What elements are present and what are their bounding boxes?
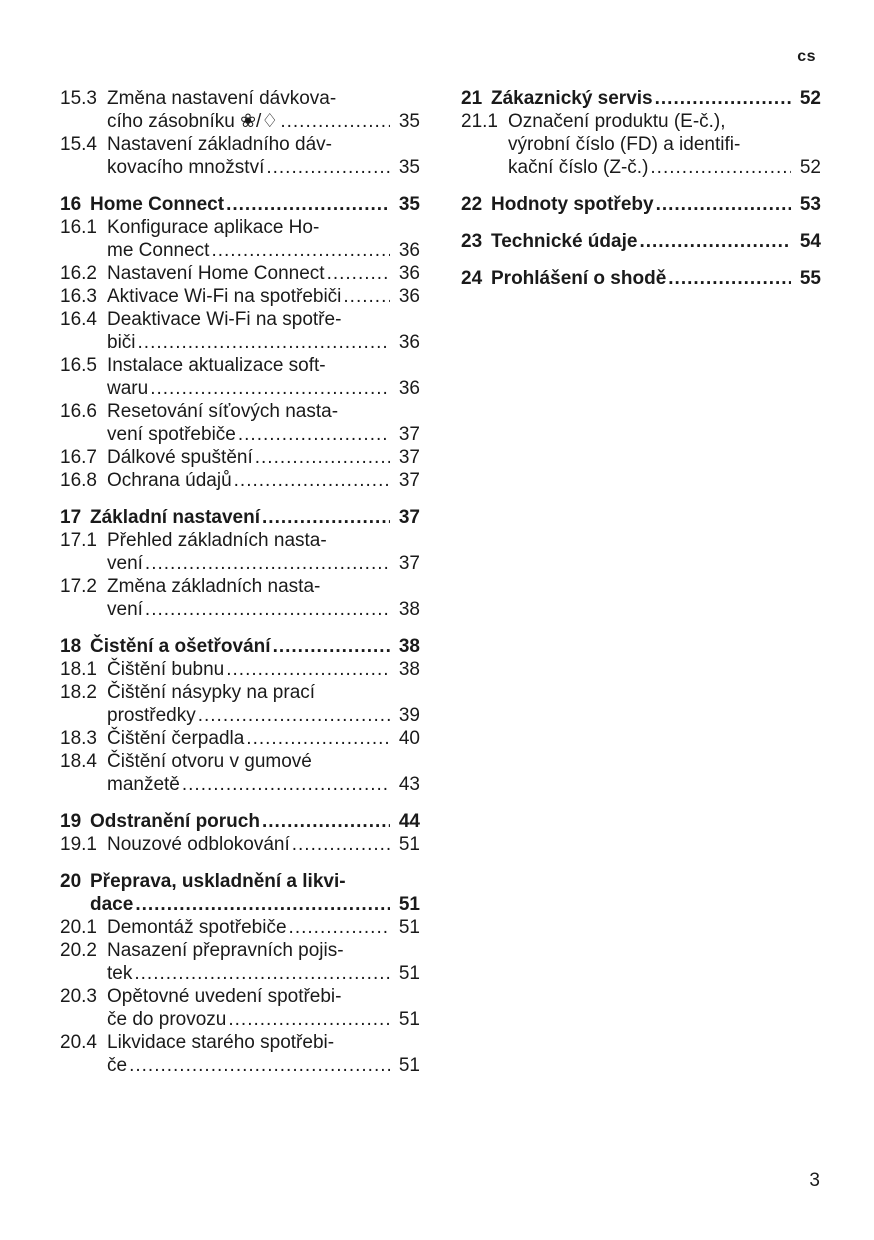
dot-leader: [198, 704, 390, 727]
toc-entry-number: 16.4: [60, 309, 97, 330]
toc-entry-title: Deaktivace Wi-Fi na spotře-: [107, 309, 342, 330]
toc-subsection-entry[interactable]: [60, 285, 420, 308]
toc-entry-number: 19.1: [60, 834, 97, 855]
toc-entry-title: Nastavení základního dáv-: [107, 134, 332, 155]
toc-right-column: [461, 87, 821, 304]
toc-entry-title: Ochrana údajů: [107, 470, 232, 491]
toc-entry-number: 21.1: [461, 111, 498, 132]
toc-page-number: 39: [398, 705, 420, 726]
toc-entry-title: kovacího množství: [107, 157, 265, 178]
toc-entry-title: Změna základních nasta-: [107, 576, 321, 597]
toc-entry-title: Čištění otvoru v gumové: [107, 751, 312, 772]
toc-entry-number: 16: [60, 194, 82, 215]
dot-leader: [656, 193, 791, 216]
toc-section: [461, 193, 821, 216]
toc-entry-title: dace: [90, 894, 134, 915]
toc-entry-title: Technické údaje: [491, 231, 638, 252]
toc-entry-number: 15.3: [60, 88, 97, 109]
toc-page-number: 51: [398, 1055, 420, 1076]
toc-entry-title: Odstranění poruch: [90, 811, 260, 832]
toc-entry-title: Nouzové odblokování: [107, 834, 290, 855]
toc-entry-title: če do provozu: [107, 1009, 227, 1030]
toc-page-number: 51: [398, 917, 420, 938]
toc-chapter-entry[interactable]: [60, 193, 420, 216]
toc-page-number: 36: [398, 263, 420, 284]
toc-entry-number: 20.1: [60, 917, 97, 938]
toc-subsection-entry[interactable]: [60, 262, 420, 285]
dot-leader: [327, 262, 390, 285]
toc-chapter-entry[interactable]: [60, 506, 420, 529]
toc-page-number: 36: [398, 240, 420, 261]
toc-entry-number: 17: [60, 507, 82, 528]
toc-entry-title: če: [107, 1055, 128, 1076]
toc-section: [60, 635, 420, 796]
toc-page-number: 44: [398, 811, 420, 832]
toc-subsection-entry[interactable]: [60, 1031, 420, 1077]
toc-entry-number: 16.5: [60, 355, 97, 376]
toc-page-number: 51: [398, 1009, 420, 1030]
toc-chapter-entry[interactable]: [461, 267, 821, 290]
toc-entry-title: Změna nastavení dávkova-: [107, 88, 337, 109]
toc-subsection-entry[interactable]: [60, 916, 420, 939]
toc-entry-title: Označení produktu (E-č.),: [508, 111, 726, 132]
toc-entry-number: 24: [461, 268, 483, 289]
toc-subsection-entry[interactable]: [60, 446, 420, 469]
toc-entry-number: 17.1: [60, 530, 97, 551]
toc-page-number: 35: [398, 111, 420, 132]
toc-entry-number: 20: [60, 871, 82, 892]
toc-chapter-entry[interactable]: [60, 810, 420, 833]
toc-page-number: 51: [398, 963, 420, 984]
toc-entry-title: výrobní číslo (FD) a identifi-: [508, 134, 741, 155]
toc-subsection-entry[interactable]: [60, 529, 420, 575]
toc-chapter-entry[interactable]: [60, 870, 420, 916]
toc-subsection-entry[interactable]: [60, 658, 420, 681]
toc-entry-title: biči: [107, 332, 136, 353]
toc-page-number: 40: [398, 728, 420, 749]
dot-leader: [292, 833, 390, 856]
dot-leader: [289, 916, 390, 939]
toc-chapter-entry[interactable]: [60, 635, 420, 658]
dot-leader: [273, 635, 390, 658]
dot-leader: [226, 193, 390, 216]
toc-entry-title: Aktivace Wi-Fi na spotřebiči: [107, 286, 342, 307]
dot-leader: [255, 446, 390, 469]
toc-page-number: 37: [398, 553, 420, 574]
toc-subsection-entry[interactable]: [60, 400, 420, 446]
toc-page-number: 38: [398, 599, 420, 620]
toc-entry-title: tek: [107, 963, 133, 984]
toc-subsection-entry[interactable]: [60, 575, 420, 621]
toc-section: [461, 87, 821, 179]
dot-leader: [182, 773, 390, 796]
toc-entry-title: me Connect: [107, 240, 210, 261]
toc-entry-title: Základní nastavení: [90, 507, 261, 528]
toc-entry-number: 16.2: [60, 263, 97, 284]
dot-leader: [262, 506, 390, 529]
dot-leader: [234, 469, 390, 492]
toc-entry-title: Hodnoty spotřeby: [491, 194, 654, 215]
toc-entry-number: 20.3: [60, 986, 97, 1007]
toc-entry-title: Instalace aktualizace soft-: [107, 355, 326, 376]
toc-entry-title: vení: [107, 553, 143, 574]
toc-subsection-entry[interactable]: [60, 308, 420, 354]
toc-entry-title: Likvidace starého spotřebi-: [107, 1032, 335, 1053]
toc-entry-title: waru: [107, 378, 149, 399]
toc-page-number: 51: [398, 894, 420, 915]
toc-page-number: 37: [398, 470, 420, 491]
toc-page-number: 53: [799, 194, 821, 215]
dot-leader: [280, 110, 390, 133]
toc-page-number: 36: [398, 286, 420, 307]
toc-section: [60, 193, 420, 492]
toc-entry-title: Konfigurace aplikace Ho-: [107, 217, 320, 238]
language-code: cs: [797, 48, 816, 65]
toc-entry-number: 18.1: [60, 659, 97, 680]
dot-leader: [138, 331, 390, 354]
toc-entry-title: Přehled základních nasta-: [107, 530, 327, 551]
toc-page-number: 35: [398, 194, 420, 215]
toc-entry-number: 18: [60, 636, 82, 657]
toc-entry-title: manžetě: [107, 774, 180, 795]
toc-subsection-entry[interactable]: [60, 833, 420, 856]
toc-subsection-entry[interactable]: [60, 939, 420, 985]
toc-entry-number: 16.8: [60, 470, 97, 491]
dot-leader: [150, 377, 390, 400]
toc-entry-title: Přeprava, uskladnění a likvi-: [90, 871, 346, 892]
toc-entry-number: 16.7: [60, 447, 97, 468]
toc-chapter-entry[interactable]: [461, 230, 821, 253]
dot-leader: [639, 230, 791, 253]
toc-entry-number: 17.2: [60, 576, 97, 597]
toc-entry-title: vení spotřebiče: [107, 424, 236, 445]
toc-page-number: 37: [398, 424, 420, 445]
dot-leader: [650, 156, 791, 179]
dot-leader: [226, 658, 390, 681]
toc-entry-title: Čištění násypky na prací: [107, 682, 316, 703]
toc-entry-number: 16.1: [60, 217, 97, 238]
toc-entry-number: 23: [461, 231, 483, 252]
dot-leader: [135, 893, 390, 916]
toc-page-number: 55: [799, 268, 821, 289]
toc-entry-title: Dálkové spuštění: [107, 447, 253, 468]
toc-subsection-entry[interactable]: [60, 681, 420, 727]
toc-left-column: [60, 87, 420, 1091]
toc-entry-number: 22: [461, 194, 483, 215]
dot-leader: [262, 810, 390, 833]
toc-entry-title: Nastavení Home Connect: [107, 263, 325, 284]
toc-chapter-entry[interactable]: [461, 193, 821, 216]
toc-subsection-entry[interactable]: [60, 354, 420, 400]
toc-entry-number: 19: [60, 811, 82, 832]
toc-page-number: 37: [398, 507, 420, 528]
toc-entry-number: 21: [461, 88, 483, 109]
toc-section: [60, 870, 420, 1077]
dot-leader: [145, 598, 390, 621]
toc-entry-title: cího zásobníku ❀/♢: [107, 111, 279, 132]
toc-entry-title: prostředky: [107, 705, 196, 726]
toc-entry-number: 18.3: [60, 728, 97, 749]
dot-leader: [655, 87, 791, 110]
dot-leader: [129, 1054, 390, 1077]
dot-leader: [228, 1008, 390, 1031]
toc-subsection-entry[interactable]: [60, 750, 420, 796]
toc-section: [60, 87, 420, 179]
toc-page-number: 51: [398, 834, 420, 855]
toc-entry-title: Čištění bubnu: [107, 659, 225, 680]
toc-entry-title: Čištění čerpadla: [107, 728, 245, 749]
toc-chapter-entry[interactable]: [461, 87, 821, 110]
toc-entry-number: 16.3: [60, 286, 97, 307]
toc-subsection-entry[interactable]: [60, 87, 420, 133]
toc-subsection-entry[interactable]: [60, 469, 420, 492]
page-number: 3: [809, 1170, 820, 1191]
toc-page-number: 54: [799, 231, 821, 252]
toc-subsection-entry[interactable]: [60, 985, 420, 1031]
toc-page-number: 37: [398, 447, 420, 468]
toc-page-number: 36: [398, 378, 420, 399]
toc-entry-title: Prohlášení o shodě: [491, 268, 667, 289]
toc-section: [60, 810, 420, 856]
toc-page-number: 38: [398, 636, 420, 657]
toc-entry-title: kační číslo (Z-č.): [508, 157, 649, 178]
toc-subsection-entry[interactable]: [60, 727, 420, 750]
toc-section: [461, 230, 821, 253]
toc-page-number: 52: [799, 88, 821, 109]
toc-entry-title: Home Connect: [90, 194, 225, 215]
dot-leader: [246, 727, 390, 750]
toc-page-number: 43: [398, 774, 420, 795]
toc-section: [60, 506, 420, 621]
toc-entry-number: 20.4: [60, 1032, 97, 1053]
dot-leader: [238, 423, 390, 446]
toc-subsection-entry[interactable]: [461, 110, 821, 179]
toc-entry-title: Zákaznický servis: [491, 88, 653, 109]
toc-entry-title: Opětovné uvedení spotřebi-: [107, 986, 342, 1007]
toc-entry-title: Resetování síťových nasta-: [107, 401, 339, 422]
toc-page-number: 36: [398, 332, 420, 353]
toc-entry-number: 18.2: [60, 682, 97, 703]
toc-entry-number: 16.6: [60, 401, 97, 422]
toc-page-number: 35: [398, 157, 420, 178]
toc-entry-title: Demontáž spotřebiče: [107, 917, 287, 938]
toc-section: [461, 267, 821, 290]
dot-leader: [211, 239, 390, 262]
toc-entry-title: Nasazení přepravních pojis-: [107, 940, 344, 961]
toc-page-number: 52: [799, 157, 821, 178]
dot-leader: [145, 552, 390, 575]
toc-subsection-entry[interactable]: [60, 216, 420, 262]
dot-leader: [668, 267, 791, 290]
dot-leader: [266, 156, 390, 179]
toc-page-number: 38: [398, 659, 420, 680]
toc-subsection-entry[interactable]: [60, 133, 420, 179]
toc-entry-title: Čistění a ošetřování: [90, 636, 271, 657]
toc-entry-number: 15.4: [60, 134, 97, 155]
dot-leader: [343, 285, 390, 308]
toc-entry-number: 20.2: [60, 940, 97, 961]
toc-entry-title: vení: [107, 599, 143, 620]
dot-leader: [134, 962, 390, 985]
toc-entry-number: 18.4: [60, 751, 97, 772]
